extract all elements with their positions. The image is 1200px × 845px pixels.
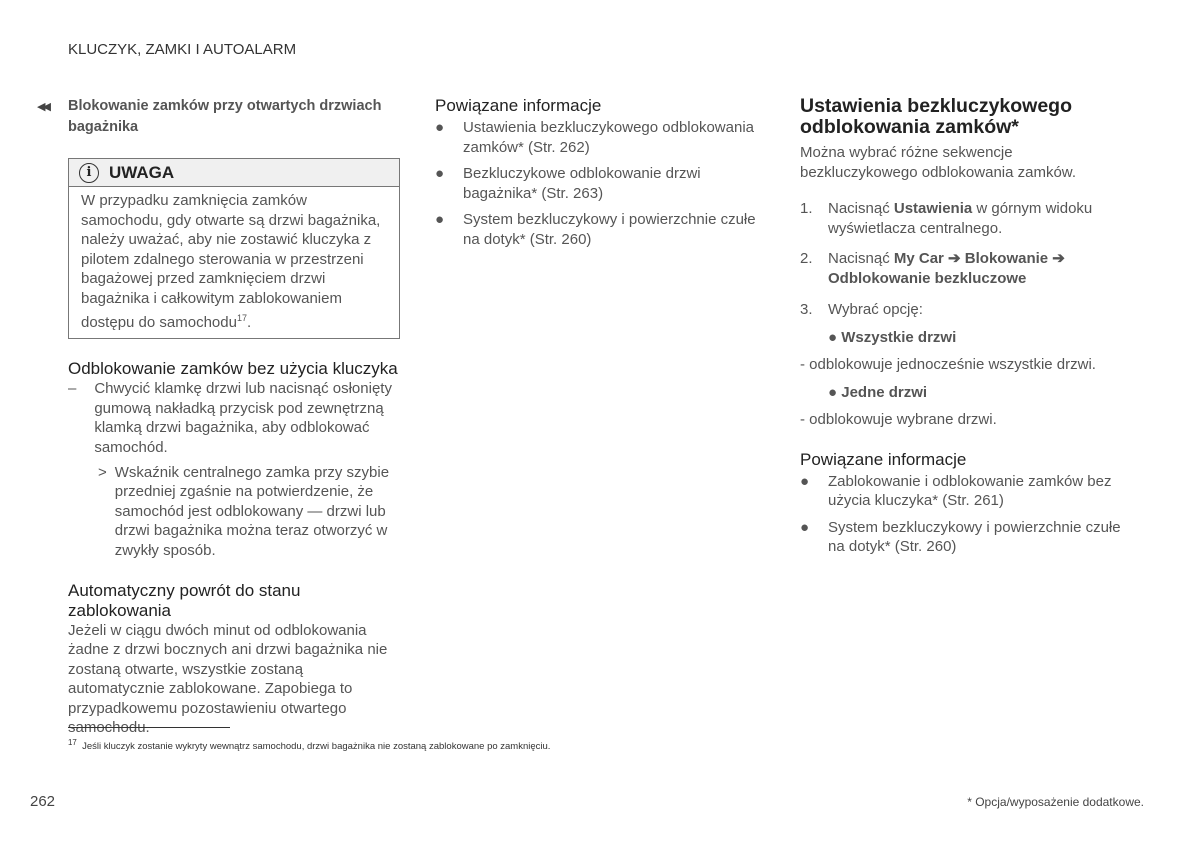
column-1 (37, 96, 403, 738)
intro-text: Można wybrać różne sekwencje bezkluczykowego odblokowania zamków. (800, 144, 1076, 181)
result-text: Wskaźnik centralnego zamka przy szybie przedniej zgaśnie na potwierdzenie, że samochód jest odblokowany — drzwi lub drzwi bagażnika można teraz otworzyć w zwykły sposób. (114, 463, 390, 559)
note-title: UWAGA (109, 162, 175, 182)
instruction-text: Chwycić klamkę drzwi lub nacisnąć osłonięty gumową nakładką przycisk pod zewnętrzną klamką drzwi bagażnika, aby odblokować samochód. (94, 380, 392, 456)
step-3: Wybrać opcję: (828, 300, 923, 318)
option-desc: - odblokowuje jednocześnie wszystkie drzwi. (800, 355, 1096, 373)
dash-marker: – (68, 380, 77, 398)
option-desc: - odblokowuje wybrane drzwi. (800, 410, 997, 428)
page-number: 262 (30, 793, 56, 810)
section-title: Ustawienia bezkluczykowego odblokowania zamków* (800, 95, 1073, 138)
footnote-ref[interactable]: 17 (236, 312, 247, 323)
option-label: ● Jedne drzwi (828, 384, 928, 402)
footnote-divider (68, 727, 230, 728)
related-link[interactable]: System bezkluczykowy i powierzchnie czułe na dotyk* (Str. 260) (463, 211, 756, 248)
chapter-header: KLUCZYK, ZAMKI I AUTOALARM (68, 41, 297, 58)
column-3: Ustawienia bezkluczykowego odblokowania zamków* Można wybrać różne sekwencje bezkluczykowego odblokowania zamków. 1. Nacisnąć Ustawienia w górnym widoku wyświetlacza centralnego. 2. Nacisnąć My Car ➔ Blokowanie ➔ Odblokowanie bezkluczowe 3. Wybrać opcję: ● Wszystkie drzwi - odblokowuje jednocześnie wszystkie drzwi. ● Jedne drzwi - odblokowuje wybrane drzwi. Powiązane informacje ● Zablokowanie i odblokowanie zamków bez użycia kluczyka* (Str. 261) ● System bezkluczykowy i powierzchnie czułe na dotyk* (Str. 260) (800, 96, 1130, 564)
note-box (68, 158, 400, 339)
column-2: Powiązane informacje ● Ustawienia bezkluczykowego odblokowania zamków* (Str. 262) ● Bezkluczykowe odblokowanie drzwi bagażnika* (Str. 263) ● System bezkluczykowy i powierzchnie czułe na dotyk* (Str. 260) (435, 96, 765, 257)
option-label: ● Wszystkie drzwi (828, 329, 957, 347)
footnote: $^{17}$ Jeśli kluczyk zostanie wykryty wewnątrz samochodu, drzwi bagażnika nie zostaną zablokowane po zamknięciu. (68, 738, 551, 753)
step-1: Nacisnąć Ustawienia w górnym widoku wyświetlacza centralnego. (828, 200, 1093, 237)
related-info-title: Powiązane informacje (435, 96, 602, 115)
related-link[interactable]: Zablokowanie i odblokowanie zamków bez użycia kluczyka* (Str. 261) (828, 472, 1112, 510)
section-title: Odblokowanie zamków bez użycia kluczyka (68, 359, 398, 379)
result-marker: > (98, 463, 107, 481)
double-left-arrow-icon: ◀◀ (37, 101, 48, 113)
previous-section-title: Blokowanie zamków przy otwartych drzwiach bagażnika (68, 98, 382, 135)
section-title: Automatyczny powrót do stanu zablokowania (68, 580, 301, 620)
related-info-title: Powiązane informacje (800, 449, 967, 469)
related-link[interactable]: Ustawienia bezkluczykowego odblokowania zamków* (Str. 262) (463, 119, 754, 156)
note-text: W przypadku zamknięcia zamków samochodu, gdy otwarte są drzwi bagażnika, należy uważać, aby nie zostawić kluczyka z pilotem zdalnego sterowania w przestrzeni bagażowej przed zamknięciem drzwi bagażnika i całkowitym zablokowaniem dostępu do samochodu$^{17}$. (81, 192, 381, 331)
related-link[interactable]: System bezkluczykowy i powierzchnie czułe na dotyk* (Str. 260) (828, 518, 1121, 556)
paragraph: Jeżeli w ciągu dwóch minut od odblokowania żadne z drzwi bocznych ani drzwi bagażnika nie zostaną otwarte, wszystkie zostaną automatycznie zablokowane. Zapobiega to przypadkowemu pozostawieniu otwartego samochodu. (68, 621, 388, 737)
info-icon: i (79, 163, 99, 183)
related-link[interactable]: Bezkluczykowe odblokowanie drzwi bagażnika* (Str. 263) (463, 165, 701, 202)
optional-equipment-note: * Opcja/wyposażenie dodatkowe. (967, 795, 1144, 809)
step-2: Nacisnąć My Car ➔ Blokowanie ➔ Odblokowanie bezkluczowe (828, 250, 1065, 287)
